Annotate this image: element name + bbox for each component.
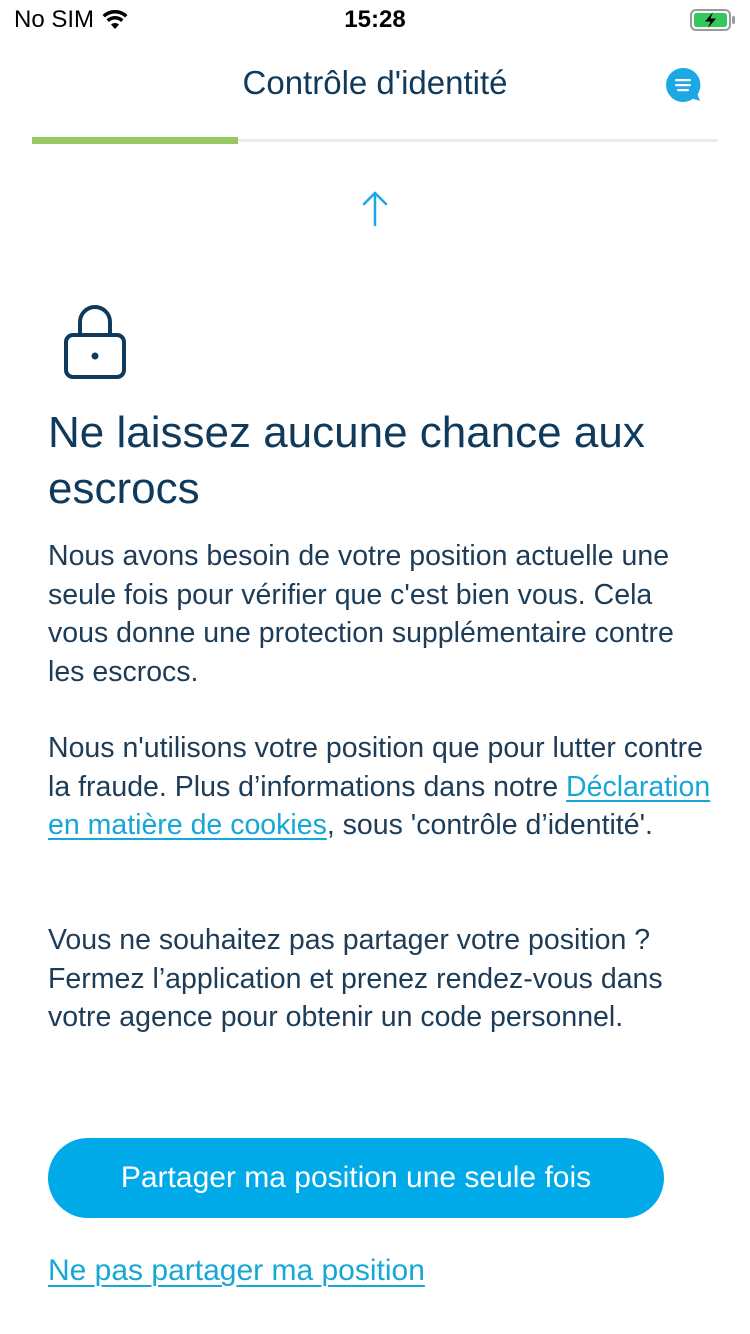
carrier-label: No SIM (14, 6, 95, 33)
status-bar (0, 0, 750, 40)
page-title: Contrôle d'identité (242, 64, 508, 101)
clock: 15:28 (344, 6, 406, 33)
paragraph2-text-before: Nous n'utilisons votre position que pour lutter contre la fraude. Plus d’informations dans notre (48, 732, 703, 803)
main-heading: Ne laissez aucune chance aux escrocs (48, 408, 645, 513)
chat-bubble-icon[interactable] (664, 66, 702, 104)
share-location-once-button[interactable]: Partager ma position une seule fois (48, 1138, 664, 1218)
navigation-bar (0, 50, 750, 120)
paragraph-fraud-usage (48, 729, 718, 845)
do-not-share-location-link[interactable]: Ne pas partager ma position (48, 1254, 425, 1287)
battery-charging-icon (690, 9, 736, 31)
paragraph2-text-after: , sous 'contrôle d’identité'. (326, 809, 653, 841)
paragraph-alternative: Vous ne souhaitez pas partager votre position ? Fermez l’application et prenez rendez-vous dans votre agence pour obtenir un code personnel. (48, 924, 663, 1033)
progress-bar (32, 137, 718, 144)
arrow-up-icon[interactable] (360, 190, 390, 228)
paragraph-location-purpose: Nous avons besoin de votre position actuelle une seule fois pour vérifier que c'est bien vous. Cela vous donne une protection supplémentaire contre les escrocs. (48, 540, 674, 688)
cookie-statement-link[interactable]: Déclaration en matière de cookies (48, 770, 711, 841)
lock-icon (62, 302, 128, 380)
progress-fill (32, 137, 238, 144)
